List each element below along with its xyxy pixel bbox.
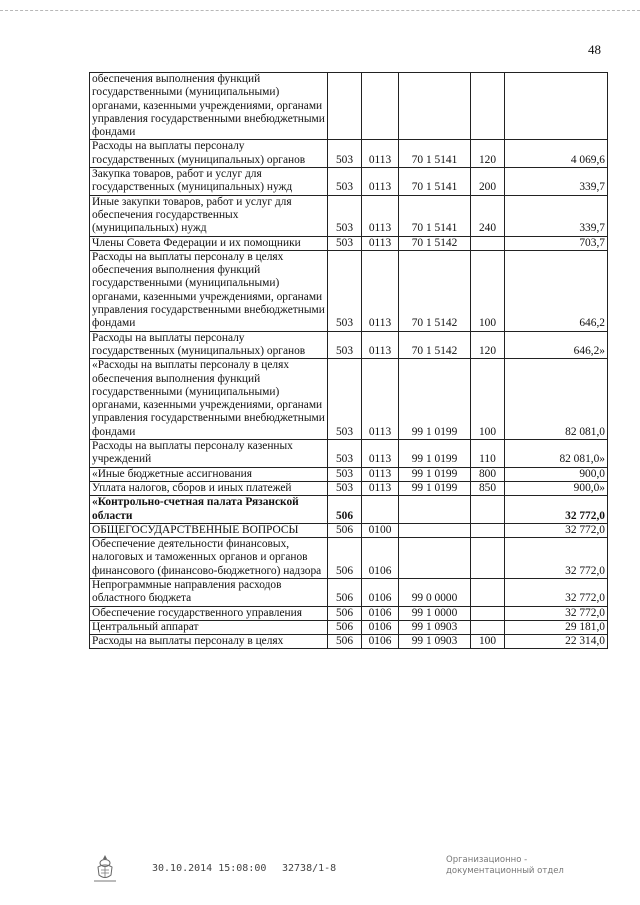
cell-amount: 32 772,0: [505, 496, 608, 524]
table-row: [90, 481, 608, 495]
table-row: [90, 73, 608, 140]
table-row: [90, 523, 608, 537]
table-row: [90, 331, 608, 359]
cell-expense-type: 800: [471, 467, 505, 481]
cell-expense-type: 120: [471, 331, 505, 359]
cell-amount: 646,2: [505, 250, 608, 331]
cell-section-code: 0106: [362, 538, 399, 579]
cell-target-article: 99 1 0000: [399, 606, 471, 620]
cell-grbs-code: 503: [328, 359, 362, 440]
cell-grbs-code: 503: [328, 140, 362, 168]
table-row: [90, 168, 608, 196]
cell-target-article: 99 1 0903: [399, 620, 471, 634]
cell-target-article: [399, 523, 471, 537]
cell-grbs-code: 503: [328, 195, 362, 236]
cell-grbs-code: 506: [328, 523, 362, 537]
cell-grbs-code: 503: [328, 236, 362, 250]
cell-target-article: 99 0 0000: [399, 578, 471, 606]
cell-section-code: 0113: [362, 140, 399, 168]
cell-amount: 32 772,0: [505, 523, 608, 537]
registration-number: 32738/1-8: [282, 863, 337, 874]
cell-expense-name: «Расходы на выплаты персоналу в целях обеспечения выполнения функций государственными (муниципальными) органами, казенными учреждениями, органами управления государственными внебюджетными фондами: [90, 359, 328, 440]
cell-expense-type: [471, 496, 505, 524]
cell-expense-type: 100: [471, 635, 505, 649]
cell-expense-name: Расходы на выплаты персоналу в целях: [90, 635, 328, 649]
cell-expense-type: 100: [471, 359, 505, 440]
cell-section-code: 0113: [362, 195, 399, 236]
cell-amount: 22 314,0: [505, 635, 608, 649]
cell-amount: 32 772,0: [505, 606, 608, 620]
table-row: [90, 236, 608, 250]
cell-amount: 4 069,6: [505, 140, 608, 168]
cell-expense-name: Обеспечение государственного управления: [90, 606, 328, 620]
cell-grbs-code: 506: [328, 538, 362, 579]
cell-expense-name: Расходы на выплаты персоналу государственных (муниципальных) органов: [90, 331, 328, 359]
cell-amount: 339,7: [505, 195, 608, 236]
cell-expense-type: [471, 606, 505, 620]
table-row: [90, 620, 608, 634]
cell-target-article: 70 1 5142: [399, 236, 471, 250]
cell-grbs-code: 503: [328, 331, 362, 359]
table-row: [90, 538, 608, 579]
cell-grbs-code: 503: [328, 481, 362, 495]
registration-timestamp: 30.10.2014 15:08:00: [152, 863, 267, 874]
table-row: [90, 250, 608, 331]
table-row: [90, 195, 608, 236]
stamp-line-1: Организационно -: [446, 855, 528, 865]
cell-grbs-code: 506: [328, 578, 362, 606]
coat-of-arms-icon: [92, 853, 118, 883]
cell-amount: 900,0: [505, 467, 608, 481]
cell-expense-name: Расходы на выплаты персоналу государственных (муниципальных) органов: [90, 140, 328, 168]
cell-expense-type: [471, 236, 505, 250]
page-footer: [0, 845, 640, 895]
cell-target-article: 70 1 5142: [399, 250, 471, 331]
cell-section-code: 0106: [362, 620, 399, 634]
cell-section-code: 0113: [362, 440, 399, 468]
table-row: [90, 578, 608, 606]
cell-expense-name: Обеспечение деятельности финансовых, налоговых и таможенных органов и органов финансового (финансово-бюджетного) надзора: [90, 538, 328, 579]
table-row: [90, 496, 608, 524]
cell-section-code: 0113: [362, 236, 399, 250]
cell-amount: 339,7: [505, 168, 608, 196]
cell-grbs-code: 506: [328, 620, 362, 634]
department-stamp: [446, 855, 566, 877]
cell-expense-type: 110: [471, 440, 505, 468]
cell-target-article: [399, 73, 471, 140]
cell-expense-name: Непрограммные направления расходов областного бюджета: [90, 578, 328, 606]
cell-expense-type: [471, 620, 505, 634]
cell-section-code: 0113: [362, 168, 399, 196]
cell-grbs-code: 506: [328, 635, 362, 649]
table-row: [90, 140, 608, 168]
cell-amount: 29 181,0: [505, 620, 608, 634]
cell-section-code: 0100: [362, 523, 399, 537]
cell-expense-name: Расходы на выплаты персоналу казенных учреждений: [90, 440, 328, 468]
cell-grbs-code: [328, 73, 362, 140]
cell-grbs-code: 503: [328, 467, 362, 481]
cell-section-code: 0113: [362, 359, 399, 440]
cell-expense-name: Иные закупки товаров, работ и услуг для обеспечения государственных (муниципальных) нужд: [90, 195, 328, 236]
table-row: [90, 606, 608, 620]
table-row: [90, 440, 608, 468]
cell-amount: [505, 73, 608, 140]
cell-expense-name: обеспечения выполнения функций государственными (муниципальными) органами, казенными учреждениями, органами управления государственными внебюджетными фондами: [90, 73, 328, 140]
cell-section-code: 0113: [362, 481, 399, 495]
cell-expense-type: 200: [471, 168, 505, 196]
cell-target-article: 70 1 5142: [399, 331, 471, 359]
cell-section-code: 0106: [362, 635, 399, 649]
cell-expense-type: [471, 578, 505, 606]
cell-expense-name: Расходы на выплаты персоналу в целях обеспечения выполнения функций государственными (муниципальными) органами, казенными учреждениями, органами управления государственными внебюджетными фондами: [90, 250, 328, 331]
cell-grbs-code: 503: [328, 168, 362, 196]
cell-target-article: 99 1 0199: [399, 481, 471, 495]
cell-target-article: 99 1 0903: [399, 635, 471, 649]
cell-expense-type: [471, 523, 505, 537]
cell-expense-name: Члены Совета Федерации и их помощники: [90, 236, 328, 250]
cell-grbs-code: 503: [328, 440, 362, 468]
cell-target-article: [399, 496, 471, 524]
table-row: [90, 635, 608, 649]
cell-amount: 900,0»: [505, 481, 608, 495]
cell-amount: 32 772,0: [505, 538, 608, 579]
budget-table-body: [90, 73, 608, 649]
cell-grbs-code: 503: [328, 250, 362, 331]
stamp-line-2: документационный отдел: [446, 866, 564, 876]
cell-section-code: 0113: [362, 331, 399, 359]
cell-target-article: 70 1 5141: [399, 140, 471, 168]
cell-target-article: 99 1 0199: [399, 440, 471, 468]
cell-amount: 82 081,0: [505, 359, 608, 440]
cell-section-code: 0106: [362, 606, 399, 620]
table-row: [90, 359, 608, 440]
cell-target-article: 99 1 0199: [399, 359, 471, 440]
budget-table-container: [89, 72, 607, 649]
cell-expense-name: ОБЩЕГОСУДАРСТВЕННЫЕ ВОПРОСЫ: [90, 523, 328, 537]
cell-section-code: [362, 73, 399, 140]
cell-expense-type: 120: [471, 140, 505, 168]
cell-expense-name: «Контрольно-счетная палата Рязанской области: [90, 496, 328, 524]
cell-amount: 703,7: [505, 236, 608, 250]
cell-section-code: 0113: [362, 467, 399, 481]
cell-target-article: [399, 538, 471, 579]
budget-table: [89, 72, 608, 649]
cell-grbs-code: 506: [328, 496, 362, 524]
cell-expense-name: Центральный аппарат: [90, 620, 328, 634]
cell-amount: 646,2»: [505, 331, 608, 359]
cell-target-article: 70 1 5141: [399, 168, 471, 196]
cell-target-article: 70 1 5141: [399, 195, 471, 236]
cell-expense-name: «Иные бюджетные ассигнования: [90, 467, 328, 481]
cell-target-article: 99 1 0199: [399, 467, 471, 481]
page-number: 48: [588, 42, 601, 57]
cell-grbs-code: 506: [328, 606, 362, 620]
cell-section-code: 0106: [362, 578, 399, 606]
cell-expense-name: Уплата налогов, сборов и иных платежей: [90, 481, 328, 495]
cell-section-code: [362, 496, 399, 524]
cell-amount: 82 081,0»: [505, 440, 608, 468]
top-scan-line: [0, 10, 640, 11]
cell-expense-type: 850: [471, 481, 505, 495]
table-row: [90, 467, 608, 481]
cell-expense-type: 100: [471, 250, 505, 331]
cell-amount: 32 772,0: [505, 578, 608, 606]
cell-expense-type: 240: [471, 195, 505, 236]
cell-expense-type: [471, 538, 505, 579]
cell-expense-name: Закупка товаров, работ и услуг для государственных (муниципальных) нужд: [90, 168, 328, 196]
cell-section-code: 0113: [362, 250, 399, 331]
cell-expense-type: [471, 73, 505, 140]
